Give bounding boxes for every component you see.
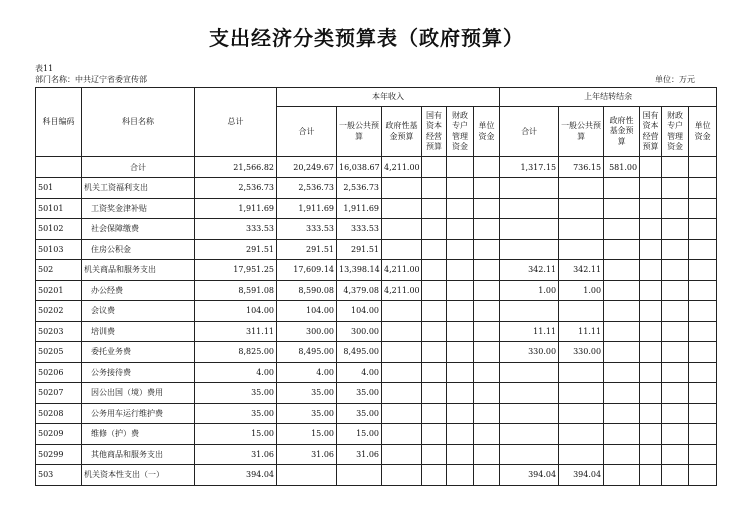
cell-cy-state [422,198,447,219]
cell-ly-general: 736.15 [559,157,604,178]
cell-name: 合计 [82,157,195,178]
table-row [36,321,717,342]
cell-cy-fiscal [447,383,474,404]
cell-cy-fund [382,301,422,322]
cell-cy-sum [277,465,337,486]
cell-code: 50207 [36,383,82,404]
cell-cy-fund [382,383,422,404]
cell-ly-sum [500,239,559,260]
cell-ly-unit [689,342,717,363]
header-cy-state-capital: 国有资本经营预算 [422,107,447,157]
cell-cy-sum: 20,249.67 [277,157,337,178]
table-row [36,342,717,363]
unit-label: 单位：万元 [655,75,695,84]
cell-cy-general: 333.53 [337,219,382,240]
cell-cy-fund [382,362,422,383]
cell-total: 15.00 [195,424,277,445]
cell-ly-fund [604,198,640,219]
cell-ly-unit [689,178,717,199]
cell-ly-state [640,280,662,301]
cell-ly-fund [604,239,640,260]
cell-name: 公务用车运行维护费 [82,403,195,424]
cell-ly-state [640,444,662,465]
department-name: 部门名称：中共辽宁省委宣传部 [35,75,147,84]
cell-cy-general: 1,911.69 [337,198,382,219]
cell-total: 8,825.00 [195,342,277,363]
cell-total: 333.53 [195,219,277,240]
cell-total: 35.00 [195,383,277,404]
cell-cy-fund [382,239,422,260]
cell-ly-unit [689,424,717,445]
cell-ly-state [640,301,662,322]
cell-ly-unit [689,157,717,178]
cell-cy-fund [382,219,422,240]
cell-cy-fiscal [447,219,474,240]
cell-ly-sum: 11.11 [500,321,559,342]
cell-cy-sum: 17,609.14 [277,260,337,281]
cell-cy-fund: 4,211.00 [382,157,422,178]
cell-cy-general: 4,379.08 [337,280,382,301]
cell-name: 工资奖金津补贴 [82,198,195,219]
table-row [36,383,717,404]
cell-ly-unit [689,383,717,404]
table-row [36,465,717,486]
cell-total: 35.00 [195,403,277,424]
header-cy-unit-fund: 单位资金 [474,107,500,157]
cell-cy-sum: 15.00 [277,424,337,445]
cell-total: 311.11 [195,321,277,342]
total-row [36,157,717,178]
cell-ly-unit [689,198,717,219]
cell-cy-state [422,424,447,445]
cell-ly-state [640,403,662,424]
cell-cy-state [422,321,447,342]
cell-code: 50205 [36,342,82,363]
cell-ly-general [559,239,604,260]
cell-ly-fiscal [662,342,689,363]
header-last-year: 上年结转结余 [500,88,717,107]
cell-ly-state [640,239,662,260]
header-ly-fund: 政府性基金预算 [604,107,640,157]
cell-ly-unit [689,444,717,465]
cell-ly-sum [500,403,559,424]
cell-cy-general: 31.06 [337,444,382,465]
cell-name: 因公出国（境）费用 [82,383,195,404]
cell-name: 会议费 [82,301,195,322]
header-ly-general: 一般公共预算 [559,107,604,157]
cell-cy-unit [474,465,500,486]
cell-cy-general: 291.51 [337,239,382,260]
cell-ly-general [559,403,604,424]
cell-ly-unit [689,321,717,342]
table-row [36,403,717,424]
cell-ly-state [640,198,662,219]
cell-code: 50208 [36,403,82,424]
cell-cy-fiscal [447,342,474,363]
table-row [36,424,717,445]
table-row [36,178,717,199]
cell-ly-state [640,342,662,363]
cell-cy-fund [382,198,422,219]
cell-ly-fiscal [662,280,689,301]
cell-cy-fiscal [447,424,474,445]
cell-ly-general: 330.00 [559,342,604,363]
cell-code: 50201 [36,280,82,301]
header-ly-unit-fund: 单位资金 [689,107,717,157]
cell-ly-unit [689,260,717,281]
cell-ly-sum: 1.00 [500,280,559,301]
cell-cy-unit [474,383,500,404]
header-total: 总计 [195,88,277,157]
cell-ly-general [559,362,604,383]
cell-cy-fiscal [447,301,474,322]
cell-cy-general [337,465,382,486]
cell-cy-sum: 8,495.00 [277,342,337,363]
cell-code: 50299 [36,444,82,465]
cell-cy-unit [474,321,500,342]
cell-cy-sum: 35.00 [277,403,337,424]
cell-cy-sum: 4.00 [277,362,337,383]
cell-cy-unit [474,157,500,178]
cell-ly-sum [500,198,559,219]
cell-total: 104.00 [195,301,277,322]
cell-cy-fiscal [447,403,474,424]
cell-cy-fund [382,465,422,486]
cell-ly-unit [689,465,717,486]
cell-cy-sum: 300.00 [277,321,337,342]
cell-name: 住房公积金 [82,239,195,260]
cell-ly-sum [500,219,559,240]
header-ly-state-capital: 国有资本经营预算 [640,107,662,157]
cell-total: 4.00 [195,362,277,383]
table-number: 表11 [35,64,54,73]
budget-table [35,87,717,486]
cell-cy-state [422,178,447,199]
cell-total: 17,951.25 [195,260,277,281]
cell-cy-unit [474,403,500,424]
cell-cy-sum: 1,911.69 [277,198,337,219]
cell-ly-fiscal [662,260,689,281]
cell-ly-fund [604,321,640,342]
cell-ly-state [640,260,662,281]
cell-name: 委托业务费 [82,342,195,363]
cell-cy-sum: 104.00 [277,301,337,322]
cell-ly-fund [604,362,640,383]
cell-cy-unit [474,219,500,240]
cell-cy-fund [382,321,422,342]
header-ly-sum: 合计 [500,107,559,157]
header-ly-fiscal-special: 财政专户管理资金 [662,107,689,157]
cell-cy-fund [382,444,422,465]
cell-cy-sum: 2,536.73 [277,178,337,199]
cell-ly-general: 1.00 [559,280,604,301]
cell-ly-fiscal [662,403,689,424]
cell-ly-unit [689,301,717,322]
cell-ly-fiscal [662,157,689,178]
cell-ly-state [640,178,662,199]
cell-ly-fund: 581.00 [604,157,640,178]
cell-cy-unit [474,178,500,199]
cell-cy-fund [382,342,422,363]
cell-cy-general: 15.00 [337,424,382,445]
cell-cy-fiscal [447,239,474,260]
cell-ly-fiscal [662,465,689,486]
cell-name: 社会保障缴费 [82,219,195,240]
cell-ly-general: 11.11 [559,321,604,342]
cell-ly-fund [604,219,640,240]
cell-code: 50206 [36,362,82,383]
cell-code: 501 [36,178,82,199]
cell-ly-general [559,301,604,322]
cell-cy-state [422,403,447,424]
cell-ly-unit [689,403,717,424]
cell-ly-fund [604,301,640,322]
cell-cy-sum: 31.06 [277,444,337,465]
cell-name: 机关商品和服务支出 [82,260,195,281]
cell-ly-general [559,219,604,240]
cell-cy-general: 16,038.67 [337,157,382,178]
table-row [36,219,717,240]
cell-ly-sum [500,444,559,465]
cell-cy-fiscal [447,178,474,199]
cell-ly-sum [500,362,559,383]
table-body [36,157,717,486]
cell-total: 291.51 [195,239,277,260]
cell-cy-fiscal [447,321,474,342]
cell-code: 50202 [36,301,82,322]
cell-ly-state [640,219,662,240]
cell-ly-state [640,383,662,404]
cell-ly-fiscal [662,239,689,260]
header-cy-fiscal-special: 财政专户管理资金 [447,107,474,157]
cell-code [36,157,82,178]
cell-cy-sum: 8,590.08 [277,280,337,301]
cell-cy-fiscal [447,444,474,465]
cell-ly-state [640,157,662,178]
cell-cy-unit [474,260,500,281]
cell-cy-unit [474,239,500,260]
header-cy-general: 一般公共预算 [337,107,382,157]
cell-name: 机关工资福利支出 [82,178,195,199]
cell-ly-state [640,465,662,486]
cell-name: 机关资本性支出（一） [82,465,195,486]
cell-ly-fiscal [662,424,689,445]
cell-cy-general: 8,495.00 [337,342,382,363]
cell-total: 8,591.08 [195,280,277,301]
cell-ly-general: 394.04 [559,465,604,486]
cell-cy-sum: 35.00 [277,383,337,404]
cell-ly-general [559,178,604,199]
cell-total: 21,566.82 [195,157,277,178]
cell-ly-general [559,198,604,219]
cell-cy-fund [382,403,422,424]
cell-ly-sum [500,383,559,404]
cell-ly-general: 342.11 [559,260,604,281]
cell-name: 维修（护）费 [82,424,195,445]
cell-ly-sum: 330.00 [500,342,559,363]
cell-ly-general [559,444,604,465]
cell-cy-state [422,362,447,383]
table-row [36,444,717,465]
cell-cy-fund: 4,211.00 [382,260,422,281]
cell-cy-state [422,157,447,178]
cell-cy-unit [474,198,500,219]
cell-name: 办公经费 [82,280,195,301]
cell-code: 503 [36,465,82,486]
table-row [36,301,717,322]
cell-cy-unit [474,301,500,322]
cell-cy-general: 35.00 [337,403,382,424]
cell-code: 50102 [36,219,82,240]
cell-cy-state [422,260,447,281]
cell-ly-fund [604,403,640,424]
cell-cy-general: 4.00 [337,362,382,383]
cell-total: 394.04 [195,465,277,486]
cell-ly-fund [604,444,640,465]
table-row [36,362,717,383]
cell-cy-fiscal [447,280,474,301]
cell-ly-fiscal [662,362,689,383]
table-row [36,260,717,281]
cell-ly-sum [500,178,559,199]
cell-cy-fund: 4,211.00 [382,280,422,301]
cell-cy-general: 300.00 [337,321,382,342]
cell-cy-sum: 333.53 [277,219,337,240]
cell-cy-fiscal [447,260,474,281]
cell-name: 其他商品和服务支出 [82,444,195,465]
cell-cy-unit [474,444,500,465]
cell-ly-fund [604,260,640,281]
cell-ly-sum: 1,317.15 [500,157,559,178]
cell-cy-state [422,383,447,404]
cell-cy-state [422,239,447,260]
cell-ly-sum: 342.11 [500,260,559,281]
cell-ly-fund [604,280,640,301]
cell-cy-fiscal [447,157,474,178]
cell-ly-fiscal [662,383,689,404]
cell-cy-state [422,342,447,363]
cell-ly-sum [500,424,559,445]
cell-cy-state [422,465,447,486]
cell-ly-fiscal [662,198,689,219]
header-code: 科目编码 [36,88,82,157]
cell-ly-sum: 394.04 [500,465,559,486]
cell-cy-fiscal [447,362,474,383]
cell-total: 1,911.69 [195,198,277,219]
cell-cy-unit [474,342,500,363]
cell-ly-general [559,383,604,404]
cell-cy-fiscal [447,465,474,486]
table-row [36,280,717,301]
cell-code: 50209 [36,424,82,445]
cell-ly-fund [604,383,640,404]
cell-code: 50101 [36,198,82,219]
cell-cy-state [422,301,447,322]
cell-ly-fiscal [662,301,689,322]
cell-cy-general: 35.00 [337,383,382,404]
cell-cy-fund [382,424,422,445]
cell-code: 50203 [36,321,82,342]
cell-cy-fund [382,178,422,199]
cell-cy-state [422,219,447,240]
cell-ly-unit [689,362,717,383]
cell-ly-fiscal [662,219,689,240]
cell-cy-unit [474,362,500,383]
table-row [36,198,717,219]
page-title: 支出经济分类预算表（政府预算） [209,26,524,50]
cell-cy-unit [474,424,500,445]
cell-cy-general: 104.00 [337,301,382,322]
cell-ly-general [559,424,604,445]
table-row [36,239,717,260]
cell-total: 31.06 [195,444,277,465]
cell-ly-unit [689,219,717,240]
cell-name: 公务接待费 [82,362,195,383]
cell-ly-unit [689,280,717,301]
cell-ly-fiscal [662,444,689,465]
cell-cy-state [422,444,447,465]
header-cy-fund: 政府性基金预算 [382,107,422,157]
cell-code: 502 [36,260,82,281]
header-cy-sum: 合计 [277,107,337,157]
cell-cy-sum: 291.51 [277,239,337,260]
header-name: 科目名称 [82,88,195,157]
cell-ly-fund [604,465,640,486]
cell-ly-fund [604,178,640,199]
cell-code: 50103 [36,239,82,260]
cell-cy-unit [474,280,500,301]
cell-cy-general: 13,398.14 [337,260,382,281]
cell-ly-fiscal [662,321,689,342]
cell-ly-fund [604,424,640,445]
cell-cy-fiscal [447,198,474,219]
cell-ly-state [640,362,662,383]
cell-ly-state [640,424,662,445]
cell-ly-state [640,321,662,342]
cell-ly-unit [689,239,717,260]
header-current-year: 本年收入 [277,88,500,107]
cell-total: 2,536.73 [195,178,277,199]
table-header [36,88,717,157]
cell-ly-fiscal [662,178,689,199]
cell-ly-sum [500,301,559,322]
cell-ly-fund [604,342,640,363]
cell-name: 培训费 [82,321,195,342]
cell-cy-state [422,280,447,301]
cell-cy-general: 2,536.73 [337,178,382,199]
